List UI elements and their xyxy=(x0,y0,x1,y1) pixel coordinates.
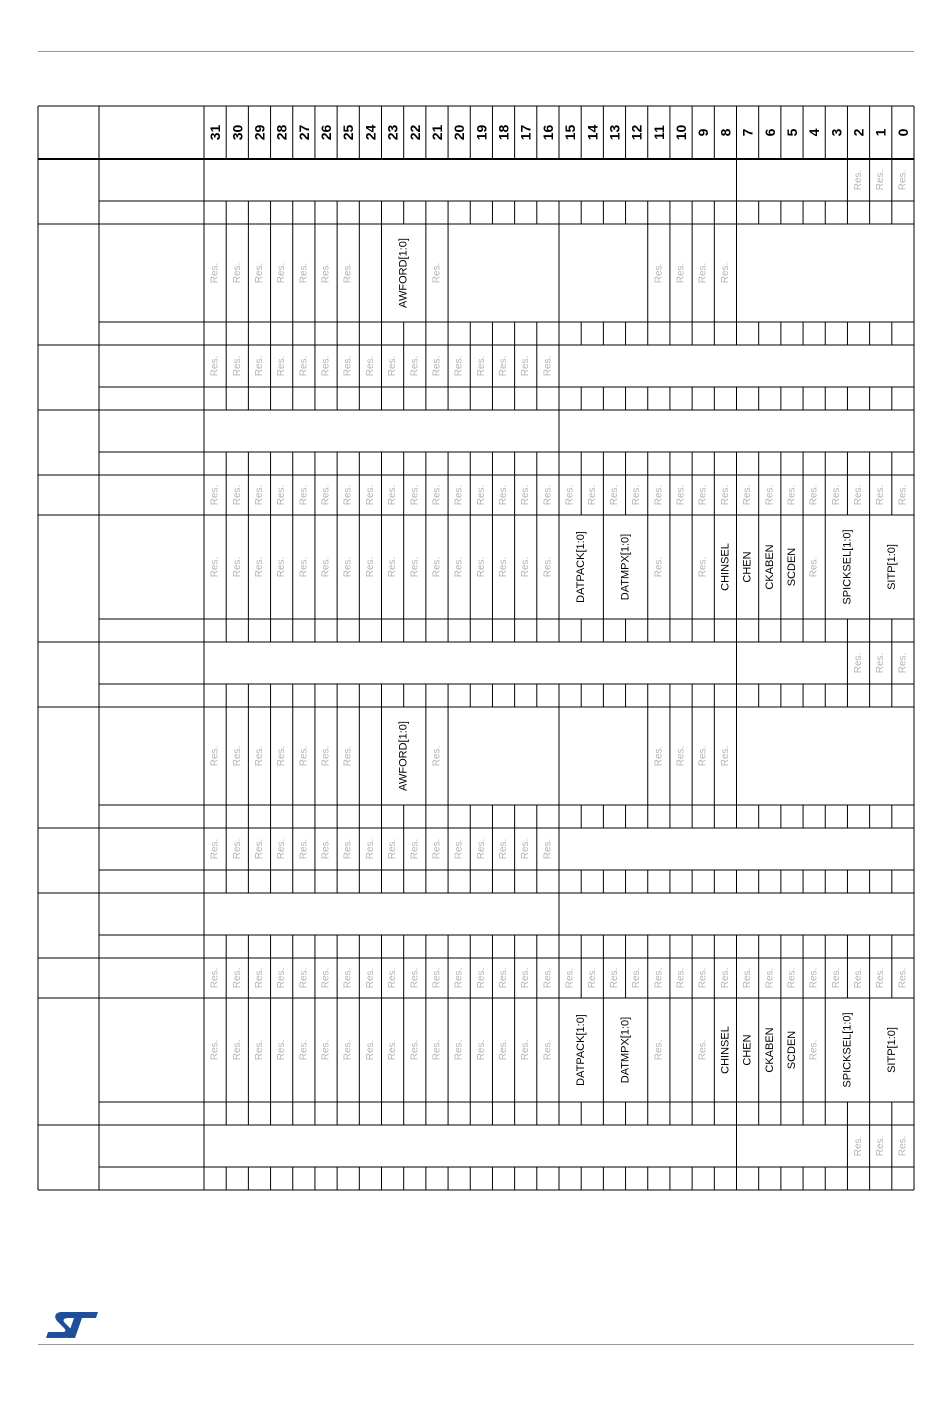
reserved-bit-label: Res. xyxy=(830,967,842,989)
reserved-bit-label: Res. xyxy=(520,967,532,989)
reserved-bit-label: Res. xyxy=(342,262,354,284)
reserved-bit-label: Res. xyxy=(897,169,909,191)
bit-number-header: 1 xyxy=(872,128,889,137)
st-logo xyxy=(44,1308,100,1342)
reserved-bit-label: Res. xyxy=(298,1039,310,1061)
reserved-bit-label: Res. xyxy=(719,262,731,284)
bit-field-label: SCDEN xyxy=(785,1030,798,1070)
reserved-bit-label: Res. xyxy=(786,484,798,506)
bit-number-header: 4 xyxy=(806,128,823,137)
reserved-bit-label: Res. xyxy=(542,484,554,506)
reserved-bit-label: Res. xyxy=(364,838,376,860)
bit-number-header: 3 xyxy=(828,128,845,137)
reserved-bit-label: Res. xyxy=(675,967,687,989)
bit-field-label: CHEN xyxy=(741,1034,754,1066)
reserved-bit-label: Res. xyxy=(653,967,665,989)
reserved-bit-label: Res. xyxy=(808,556,820,578)
bit-field-label: DATPACK[1:0] xyxy=(575,1014,588,1086)
bit-field-label: CKABEN xyxy=(763,1027,776,1073)
bit-number-header: 25 xyxy=(340,124,357,141)
reserved-bit-label: Res. xyxy=(253,1039,265,1061)
reserved-bit-label: Res. xyxy=(298,556,310,578)
reserved-bit-label: Res. xyxy=(897,1135,909,1157)
reserved-bit-label: Res. xyxy=(830,484,842,506)
reserved-bit-label: Res. xyxy=(853,484,865,506)
reserved-bit-label: Res. xyxy=(298,355,310,377)
reserved-bit-label: Res. xyxy=(253,967,265,989)
reserved-bit-label: Res. xyxy=(520,1039,532,1061)
reserved-bit-label: Res. xyxy=(719,484,731,506)
reserved-bit-label: Res. xyxy=(875,484,887,506)
bit-number-header: 11 xyxy=(650,125,667,140)
reserved-bit-label: Res. xyxy=(453,484,465,506)
reserved-bit-label: Res. xyxy=(475,1039,487,1061)
reserved-bit-label: Res. xyxy=(342,967,354,989)
bit-number-header: 28 xyxy=(273,124,290,141)
bit-number-header: 22 xyxy=(406,124,423,141)
reserved-bit-label: Res. xyxy=(697,745,709,767)
reserved-bit-label: Res. xyxy=(276,262,288,284)
reserved-bit-label: Res. xyxy=(231,484,243,506)
bit-number-header: 12 xyxy=(628,124,645,141)
reserved-bit-label: Res. xyxy=(387,484,399,506)
reserved-bit-label: Res. xyxy=(897,484,909,506)
reserved-bit-label: Res. xyxy=(764,484,776,506)
reserved-bit-label: Res. xyxy=(431,745,443,767)
reserved-bit-label: Res. xyxy=(498,484,510,506)
reserved-bit-label: Res. xyxy=(498,1039,510,1061)
reserved-bit-label: Res. xyxy=(231,556,243,578)
reserved-bit-label: Res. xyxy=(431,838,443,860)
reserved-bit-label: Res. xyxy=(320,1039,332,1061)
bit-number-header: 21 xyxy=(428,124,445,141)
reserved-bit-label: Res. xyxy=(387,1039,399,1061)
reserved-bit-label: Res. xyxy=(231,838,243,860)
bit-number-header: 19 xyxy=(473,124,490,141)
reserved-bit-label: Res. xyxy=(276,355,288,377)
reserved-bit-label: Res. xyxy=(498,355,510,377)
reserved-bit-label: Res. xyxy=(342,556,354,578)
reserved-bit-label: Res. xyxy=(897,652,909,674)
reserved-bit-label: Res. xyxy=(209,1039,221,1061)
reserved-bit-label: Res. xyxy=(276,745,288,767)
reserved-bit-label: Res. xyxy=(320,556,332,578)
reserved-bit-label: Res. xyxy=(209,556,221,578)
reserved-bit-label: Res. xyxy=(298,967,310,989)
bit-number-header: 15 xyxy=(562,124,579,141)
reserved-bit-label: Res. xyxy=(475,355,487,377)
bit-number-header: 7 xyxy=(739,128,756,137)
reserved-bit-label: Res. xyxy=(475,838,487,860)
bit-field-label: SPICKSEL[1:0] xyxy=(841,529,854,605)
reserved-bit-label: Res. xyxy=(697,1039,709,1061)
reserved-bit-label: Res. xyxy=(453,838,465,860)
reserved-bit-label: Res. xyxy=(276,556,288,578)
reserved-bit-label: Res. xyxy=(653,556,665,578)
reserved-bit-label: Res. xyxy=(231,262,243,284)
reserved-bit-label: Res. xyxy=(542,1039,554,1061)
reserved-bit-label: Res. xyxy=(276,1039,288,1061)
reserved-bit-label: Res. xyxy=(719,967,731,989)
bit-field-label: DATMPX[1:0] xyxy=(619,533,632,601)
bit-field-label: SITP[1:0] xyxy=(885,544,898,590)
reserved-bit-label: Res. xyxy=(697,484,709,506)
reserved-bit-label: Res. xyxy=(364,1039,376,1061)
reserved-bit-label: Res. xyxy=(320,355,332,377)
reserved-bit-label: Res. xyxy=(409,838,421,860)
reserved-bit-label: Res. xyxy=(453,1039,465,1061)
reserved-bit-label: Res. xyxy=(342,355,354,377)
reserved-bit-label: Res. xyxy=(808,484,820,506)
reserved-bit-label: Res. xyxy=(564,484,576,506)
reserved-bit-label: Res. xyxy=(475,556,487,578)
reserved-bit-label: Res. xyxy=(253,556,265,578)
bit-field-label: CKABEN xyxy=(763,544,776,590)
reserved-bit-label: Res. xyxy=(653,262,665,284)
reserved-bit-label: Res. xyxy=(320,745,332,767)
reserved-bit-label: Res. xyxy=(253,355,265,377)
reserved-bit-label: Res. xyxy=(409,967,421,989)
bottom-rule xyxy=(38,1344,914,1345)
reserved-bit-label: Res. xyxy=(586,484,598,506)
reserved-bit-label: Res. xyxy=(875,652,887,674)
reserved-bit-label: Res. xyxy=(387,838,399,860)
reserved-bit-label: Res. xyxy=(808,1039,820,1061)
reserved-bit-label: Res. xyxy=(653,484,665,506)
reserved-bit-label: Res. xyxy=(431,1039,443,1061)
reserved-bit-label: Res. xyxy=(631,967,643,989)
reserved-bit-label: Res. xyxy=(697,556,709,578)
reserved-bit-label: Res. xyxy=(653,1039,665,1061)
reserved-bit-label: Res. xyxy=(298,484,310,506)
reserved-bit-label: Res. xyxy=(431,556,443,578)
bit-field-label: SCDEN xyxy=(785,547,798,587)
reserved-bit-label: Res. xyxy=(387,556,399,578)
reserved-bit-label: Res. xyxy=(853,652,865,674)
bit-number-header: 17 xyxy=(517,124,534,141)
reserved-bit-label: Res. xyxy=(520,556,532,578)
reserved-bit-label: Res. xyxy=(875,169,887,191)
reserved-bit-label: Res. xyxy=(853,1135,865,1157)
reserved-bit-label: Res. xyxy=(253,838,265,860)
reserved-bit-label: Res. xyxy=(520,355,532,377)
reserved-bit-label: Res. xyxy=(320,484,332,506)
reserved-bit-label: Res. xyxy=(364,967,376,989)
reserved-bit-label: Res. xyxy=(276,484,288,506)
reserved-bit-label: Res. xyxy=(253,745,265,767)
bit-number-header: 13 xyxy=(606,124,623,141)
reserved-bit-label: Res. xyxy=(453,556,465,578)
bit-field-label: CHEN xyxy=(741,551,754,583)
reserved-bit-label: Res. xyxy=(431,967,443,989)
reserved-bit-label: Res. xyxy=(231,745,243,767)
bit-field-label: CHINSEL xyxy=(719,543,732,591)
reserved-bit-label: Res. xyxy=(209,484,221,506)
bit-number-header: 31 xyxy=(207,124,224,141)
reserved-bit-label: Res. xyxy=(542,838,554,860)
reserved-bit-label: Res. xyxy=(364,484,376,506)
reserved-bit-label: Res. xyxy=(231,967,243,989)
reserved-bit-label: Res. xyxy=(364,556,376,578)
reserved-bit-label: Res. xyxy=(675,745,687,767)
reserved-bit-label: Res. xyxy=(342,1039,354,1061)
reserved-bit-label: Res. xyxy=(409,1039,421,1061)
reserved-bit-label: Res. xyxy=(276,967,288,989)
bit-field-label: CHINSEL xyxy=(719,1026,732,1074)
reserved-bit-label: Res. xyxy=(586,967,598,989)
reserved-bit-label: Res. xyxy=(320,262,332,284)
reserved-bit-label: Res. xyxy=(875,967,887,989)
reserved-bit-label: Res. xyxy=(542,556,554,578)
reserved-bit-label: Res. xyxy=(431,484,443,506)
reserved-bit-label: Res. xyxy=(320,967,332,989)
reserved-bit-label: Res. xyxy=(387,967,399,989)
reserved-bit-label: Res. xyxy=(475,967,487,989)
bit-number-header: 2 xyxy=(850,128,867,137)
bit-number-header: 6 xyxy=(761,128,778,137)
reserved-bit-label: Res. xyxy=(453,355,465,377)
reserved-bit-label: Res. xyxy=(409,484,421,506)
reserved-bit-label: Res. xyxy=(520,484,532,506)
bit-field-label: AWFORD[1:0] xyxy=(397,238,410,308)
bit-number-header: 24 xyxy=(362,124,379,141)
reserved-bit-label: Res. xyxy=(320,838,332,860)
bit-number-header: 23 xyxy=(384,124,401,141)
bit-field-label: DATPACK[1:0] xyxy=(575,531,588,603)
reserved-bit-label: Res. xyxy=(298,262,310,284)
bit-number-header: 26 xyxy=(318,124,335,141)
reserved-bit-label: Res. xyxy=(298,838,310,860)
reserved-bit-label: Res. xyxy=(742,967,754,989)
reserved-bit-label: Res. xyxy=(719,745,731,767)
reserved-bit-label: Res. xyxy=(364,355,376,377)
reserved-bit-label: Res. xyxy=(542,967,554,989)
reserved-bit-label: Res. xyxy=(231,1039,243,1061)
reserved-bit-label: Res. xyxy=(209,745,221,767)
bit-number-header: 30 xyxy=(229,124,246,141)
reserved-bit-label: Res. xyxy=(276,838,288,860)
bit-number-header: 27 xyxy=(295,124,312,141)
reserved-bit-label: Res. xyxy=(697,967,709,989)
bit-number-header: 18 xyxy=(495,124,512,141)
reserved-bit-label: Res. xyxy=(697,262,709,284)
reserved-bit-label: Res. xyxy=(653,745,665,767)
reserved-bit-label: Res. xyxy=(209,355,221,377)
bit-number-header: 8 xyxy=(717,128,734,137)
reserved-bit-label: Res. xyxy=(342,745,354,767)
reserved-bit-label: Res. xyxy=(498,967,510,989)
reserved-bit-label: Res. xyxy=(342,484,354,506)
reserved-bit-label: Res. xyxy=(564,967,576,989)
bit-number-header: 29 xyxy=(251,124,268,141)
reserved-bit-label: Res. xyxy=(853,169,865,191)
reserved-bit-label: Res. xyxy=(897,967,909,989)
reserved-bit-label: Res. xyxy=(631,484,643,506)
bit-field-label: DATMPX[1:0] xyxy=(619,1016,632,1084)
reserved-bit-label: Res. xyxy=(298,745,310,767)
bit-number-header: 9 xyxy=(695,128,712,137)
reserved-bit-label: Res. xyxy=(431,355,443,377)
reserved-bit-label: Res. xyxy=(231,355,243,377)
bit-number-header: 14 xyxy=(584,124,601,141)
reserved-bit-label: Res. xyxy=(209,967,221,989)
bit-field-label: AWFORD[1:0] xyxy=(397,721,410,791)
reserved-bit-label: Res. xyxy=(742,484,754,506)
reserved-bit-label: Res. xyxy=(409,355,421,377)
reserved-bit-label: Res. xyxy=(875,1135,887,1157)
reserved-bit-label: Res. xyxy=(608,967,620,989)
reserved-bit-label: Res. xyxy=(475,484,487,506)
bit-field-label: SPICKSEL[1:0] xyxy=(841,1012,854,1088)
reserved-bit-label: Res. xyxy=(209,838,221,860)
reserved-bit-label: Res. xyxy=(520,838,532,860)
bit-number-header: 5 xyxy=(783,128,800,137)
reserved-bit-label: Res. xyxy=(786,967,798,989)
reserved-bit-label: Res. xyxy=(409,556,421,578)
reserved-bit-label: Res. xyxy=(342,838,354,860)
bit-number-header: 16 xyxy=(539,124,556,141)
reserved-bit-label: Res. xyxy=(853,967,865,989)
bit-field-label: SITP[1:0] xyxy=(885,1027,898,1073)
reserved-bit-label: Res. xyxy=(498,556,510,578)
reserved-bit-label: Res. xyxy=(431,262,443,284)
reserved-bit-label: Res. xyxy=(808,967,820,989)
reserved-bit-label: Res. xyxy=(675,484,687,506)
reserved-bit-label: Res. xyxy=(498,838,510,860)
reserved-bit-label: Res. xyxy=(209,262,221,284)
reserved-bit-label: Res. xyxy=(253,484,265,506)
reserved-bit-label: Res. xyxy=(608,484,620,506)
reserved-bit-label: Res. xyxy=(675,262,687,284)
bit-number-header: 10 xyxy=(673,124,690,141)
reserved-bit-label: Res. xyxy=(542,355,554,377)
reserved-bit-label: Res. xyxy=(253,262,265,284)
reserved-bit-label: Res. xyxy=(453,967,465,989)
reserved-bit-label: Res. xyxy=(764,967,776,989)
bit-number-header: 20 xyxy=(451,124,468,141)
reserved-bit-label: Res. xyxy=(387,355,399,377)
bit-number-header: 0 xyxy=(894,128,911,137)
